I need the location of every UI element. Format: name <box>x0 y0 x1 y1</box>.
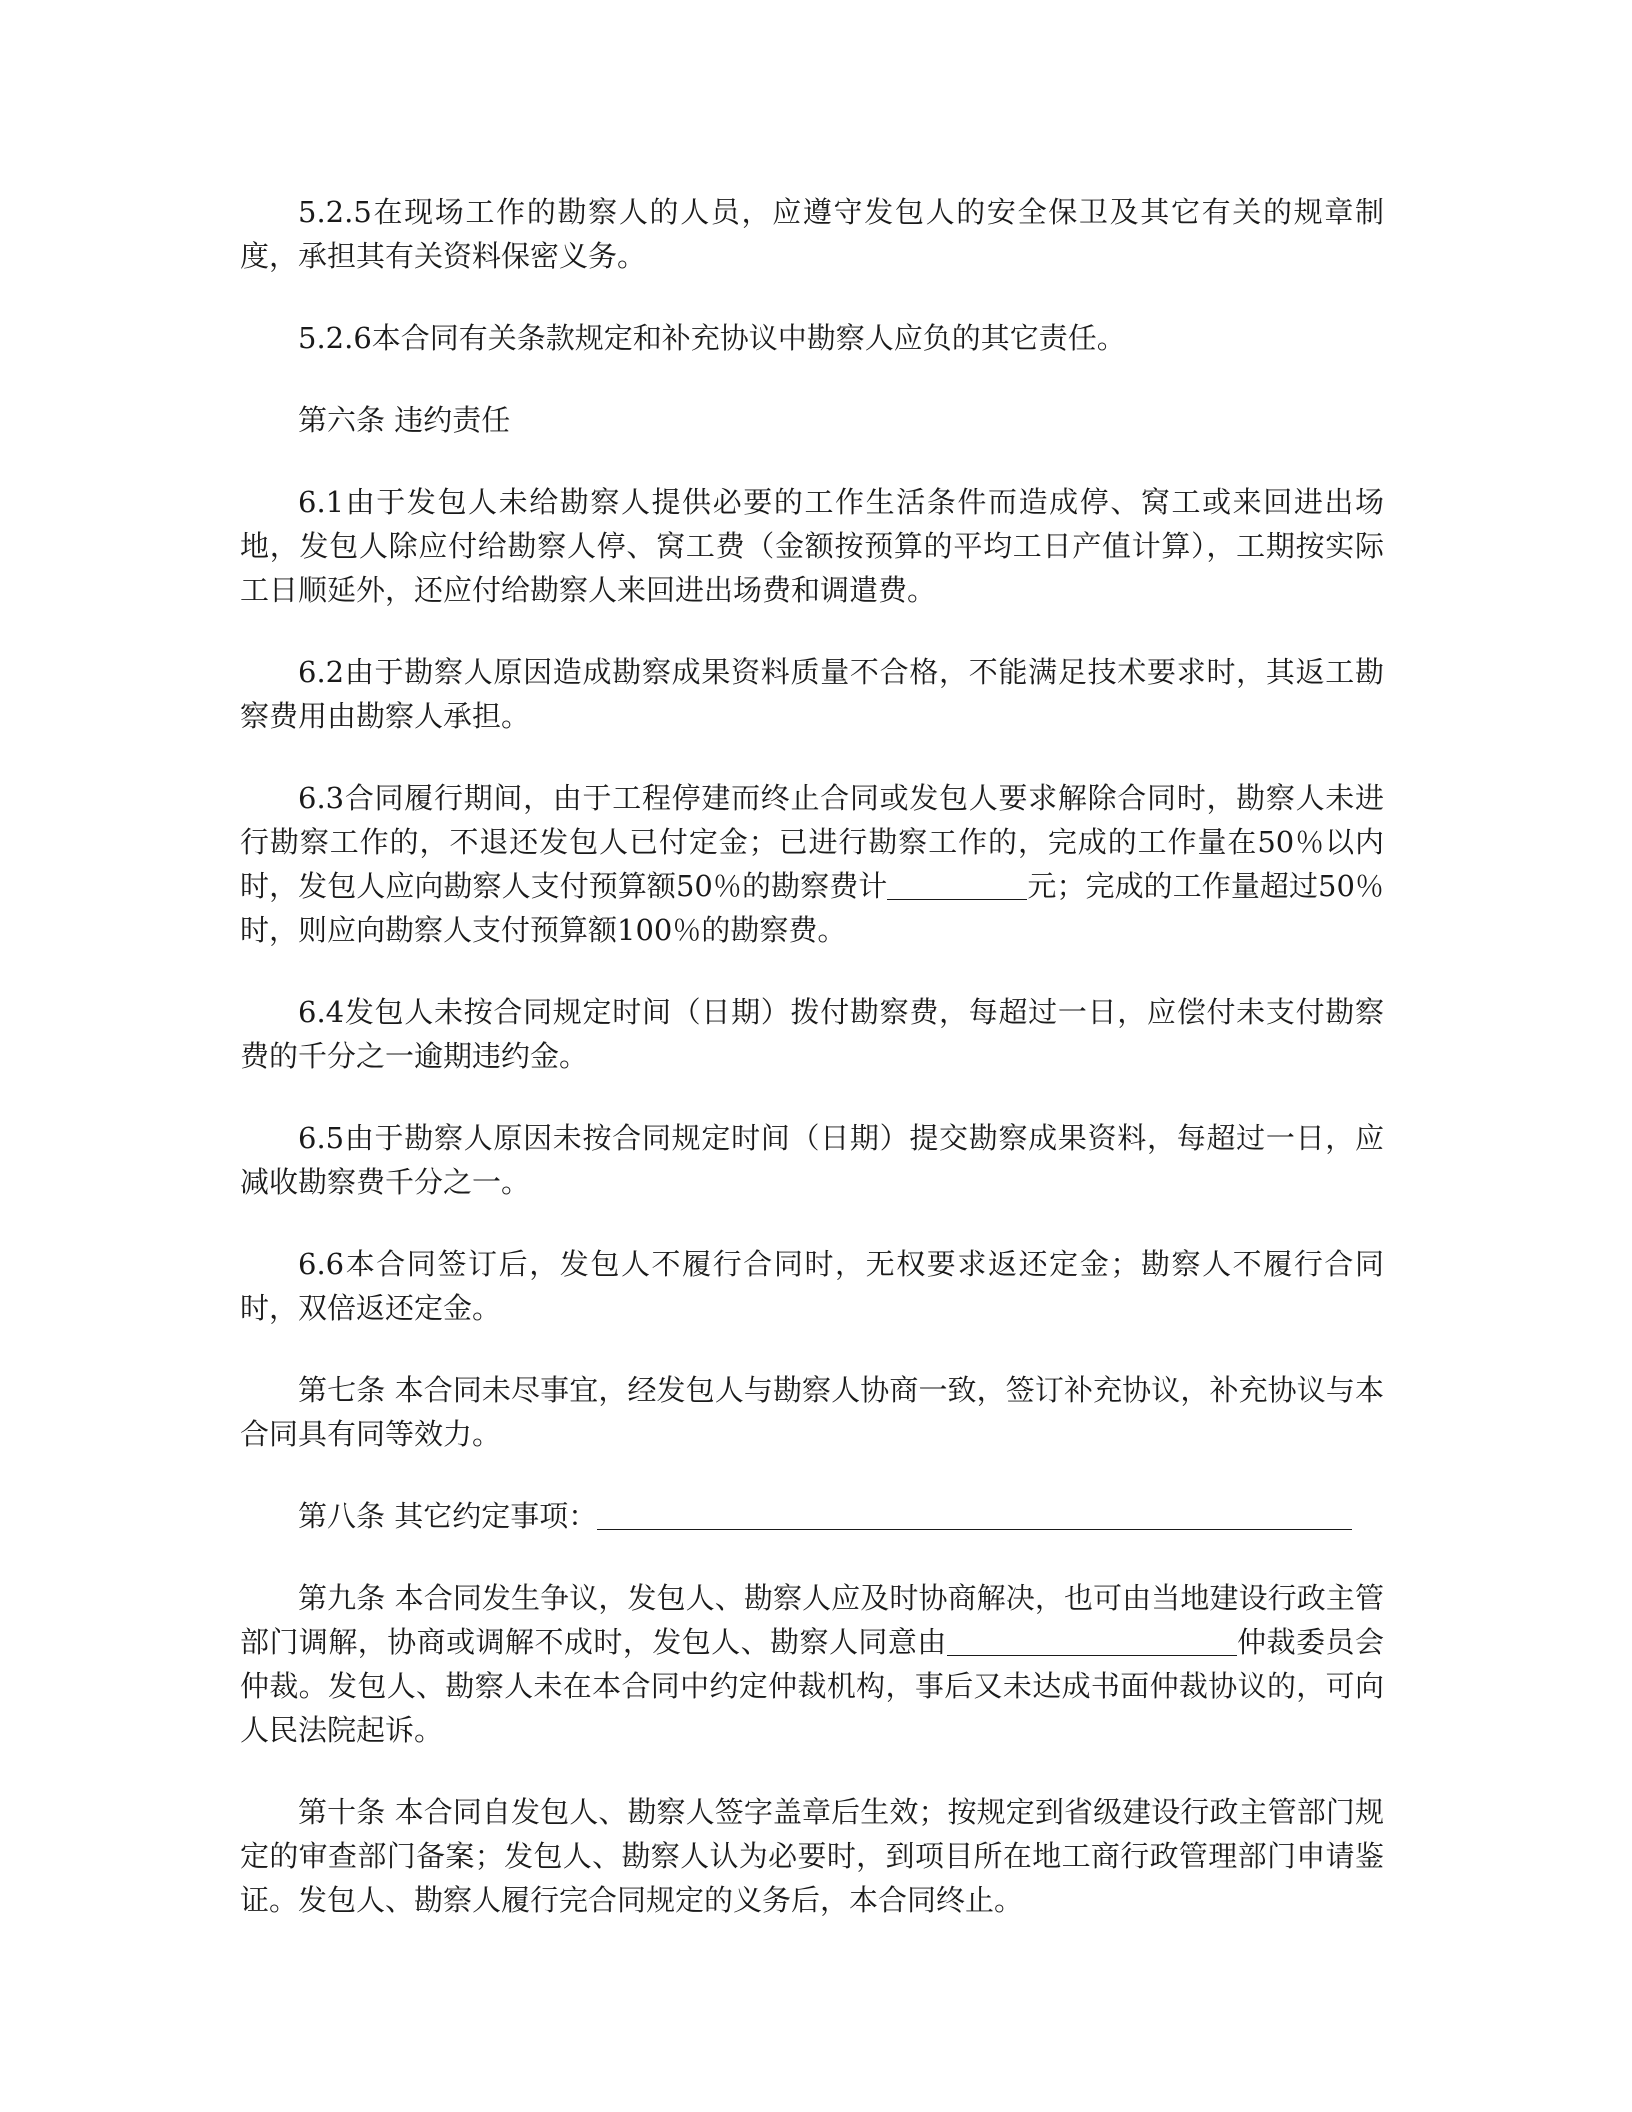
clause-6-6: 6.6本合同签订后，发包人不履行合同时，无权要求返还定金；勘察人不履行合同时，双倍返还定金。 <box>240 1247 1384 1325</box>
article-10: 第十条 本合同自发包人、勘察人签字盖章后生效；按规定到省级建设行政主管部门规定的审查部门备案；发包人、勘察人认为必要时，到项目所在地工商行政管理部门申请鉴证。发包人、勘察人履行完合同规定的义务后，本合同终止。 <box>240 1795 1384 1917</box>
clause-6-3-text-a: 6.3合同履行期间，由于工程停建而终止合同或发包人要求解除合同时，勘察人未进行勘察工作的，不退还发包人已付定金；已进行勘察工作的，完成的工作量在50％以内时，发包人应向勘察人支付预算额50％的勘察费计 <box>240 781 1384 903</box>
article-9 <box>240 1576 1384 1752</box>
clause-5-2-6: 5.2.6本合同有关条款规定和补充协议中勘察人应负的其它责任。 <box>298 321 1126 355</box>
article-6-heading: 第六条 违约责任 <box>298 403 511 437</box>
clause-6-4: 6.4发包人未按合同规定时间（日期）拨付勘察费，每超过一日，应偿付未支付勘察费的千分之一逾期违约金。 <box>240 995 1384 1073</box>
document-page <box>240 190 1384 1960</box>
article-9-text-b: 仲裁委员会仲裁。发包人、勘察人未在本合同中约定仲裁机构，事后又未达成书面仲裁协议的，可向人民法院起诉。 <box>240 1625 1384 1747</box>
clause-6-3-text-b: 元；完成的工作量超过50％时，则应向勘察人支付预算额100％的勘察费。 <box>240 869 1385 947</box>
clause-5-2-5: 5.2.5在现场工作的勘察人的人员，应遵守发包人的安全保卫及其它有关的规章制度，承担其有关资料保密义务。 <box>240 195 1384 273</box>
article-9-text-a: 第九条 本合同发生争议，发包人、勘察人应及时协商解决，也可由当地建设行政主管部门调解，协商或调解不成时，发包人、勘察人同意由 <box>240 1581 1384 1659</box>
clause-6-1: 6.1由于发包人未给勘察人提供必要的工作生活条件而造成停、窝工或来回进出场地，发包人除应付给勘察人停、窝工费（金额按预算的平均工日产值计算），工期按实际工日顺延外，还应付给勘察人来回进出场费和调遣费。 <box>240 485 1384 607</box>
clause-6-3 <box>240 776 1384 952</box>
article-8-text: 第八条 其它约定事项： <box>298 1499 598 1533</box>
arbitration-committee-blank[interactable] <box>947 1625 1237 1656</box>
article-7: 第七条 本合同未尽事宜，经发包人与勘察人协商一致，签订补充协议，补充协议与本合同具有同等效力。 <box>240 1373 1384 1451</box>
article-8 <box>240 1494 1384 1538</box>
clause-6-2: 6.2由于勘察人原因造成勘察成果资料质量不合格，不能满足技术要求时，其返工勘察费用由勘察人承担。 <box>240 655 1384 733</box>
other-matters-blank[interactable] <box>597 1499 1352 1530</box>
clause-6-5: 6.5由于勘察人原因未按合同规定时间（日期）提交勘察成果资料，每超过一日，应减收勘察费千分之一。 <box>240 1121 1384 1199</box>
fee-amount-blank[interactable] <box>887 869 1027 900</box>
